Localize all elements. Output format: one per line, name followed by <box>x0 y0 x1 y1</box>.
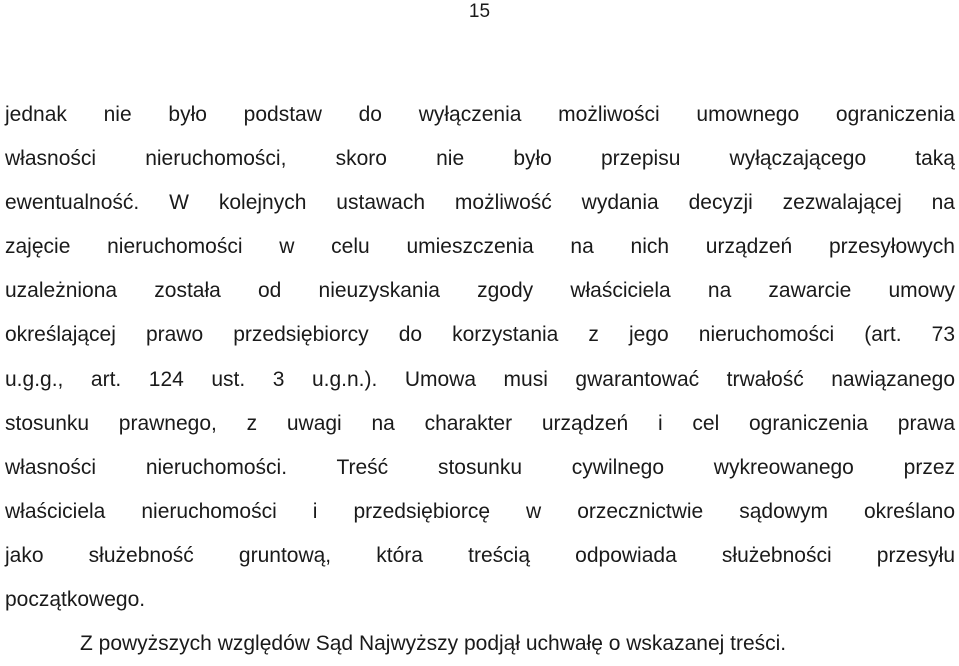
text-line: jako służebność gruntową, która treścią odpowiada służebności przesyłu <box>5 543 955 567</box>
text-line: u.g.g., art. 124 ust. 3 u.g.n.). Umowa musi gwarantować trwałość nawiązanego <box>5 367 955 391</box>
text-line: początkowego. <box>5 588 146 612</box>
body-text <box>5 93 955 666</box>
text-line: własności nieruchomości. Treść stosunku cywilnego wykreowanego przez <box>5 455 955 479</box>
text-line: ewentualność. W kolejnych ustawach możliwość wydania decyzji zezwalającej na <box>5 191 955 215</box>
text-line: stosunku prawnego, z uwagi na charakter urządzeń i cel ograniczenia prawa <box>5 411 955 435</box>
text-line: zajęcie nieruchomości w celu umieszczenia na nich urządzeń przesyłowych <box>5 235 955 259</box>
text-line: określającej prawo przedsiębiorcy do korzystania z jego nieruchomości (art. 73 <box>5 323 955 347</box>
text-line: własności nieruchomości, skoro nie było przepisu wyłączającego taką <box>5 147 955 171</box>
page-number: 15 <box>468 1 491 22</box>
closing-sentence: Z powyższych względów Sąd Najwyższy podjął uchwałę o wskazanej treści. <box>80 632 787 656</box>
text-line: jednak nie było podstaw do wyłączenia możliwości umownego ograniczenia <box>5 103 955 126</box>
text-line: właściciela nieruchomości i przedsiębiorcę w orzecznictwie sądowym określano <box>5 499 955 523</box>
text-line: uzależniona została od nieuzyskania zgody właściciela na zawarcie umowy <box>5 279 955 303</box>
